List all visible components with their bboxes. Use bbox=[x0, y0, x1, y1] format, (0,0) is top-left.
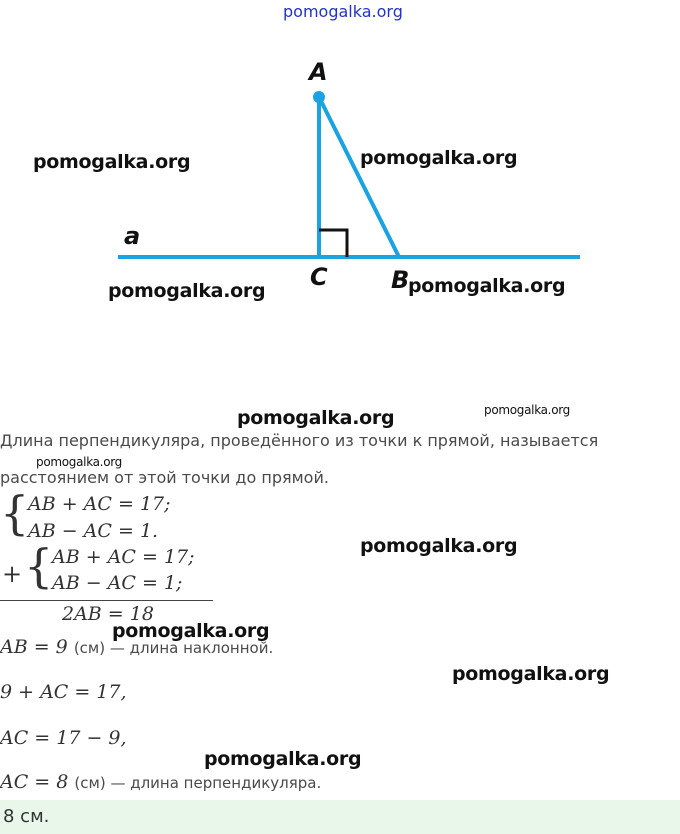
ab-result: AB = 9 (см) — длина наклонной. bbox=[0, 636, 274, 658]
system2-eq2: AB − AC = 1; bbox=[52, 572, 183, 594]
plus-sign: + bbox=[2, 560, 23, 588]
watermark: pomogalka.org bbox=[33, 151, 191, 173]
label-point-B: B bbox=[391, 266, 410, 294]
watermark: pomogalka.org bbox=[408, 275, 566, 297]
watermark: pomogalka.org bbox=[108, 280, 266, 302]
sum-result: 2AB = 18 bbox=[62, 603, 154, 625]
definition-line-2: расстоянием от этой точки до прямой. bbox=[0, 468, 329, 487]
step-1: 9 + AC = 17, bbox=[0, 681, 127, 703]
watermark: pomogalka.org bbox=[204, 748, 362, 770]
ac-result: AC = 8 (см) — длина перпендикуляра. bbox=[0, 771, 322, 793]
watermark: pomogalka.org bbox=[237, 407, 395, 429]
ab-note: (см) — длина наклонной. bbox=[73, 639, 274, 657]
right-angle-mark bbox=[319, 230, 347, 257]
label-point-A: A bbox=[309, 58, 328, 86]
system-brace-2: { bbox=[24, 539, 54, 593]
step-2: AC = 17 − 9, bbox=[0, 727, 127, 749]
watermark: pomogalka.org bbox=[484, 403, 570, 417]
watermark: pomogalka.org bbox=[360, 147, 518, 169]
sum-rule-line bbox=[0, 600, 213, 601]
watermark: pomogalka.org bbox=[36, 455, 122, 469]
system1-eq2: AB − AC = 1. bbox=[28, 520, 159, 542]
answer-bar bbox=[0, 800, 680, 834]
answer-text: 8 см. bbox=[3, 806, 50, 827]
watermark: pomogalka.org bbox=[452, 663, 610, 685]
watermark: pomogalka.org bbox=[360, 535, 518, 557]
system-brace-1: { bbox=[0, 486, 30, 540]
label-line-a: a bbox=[124, 222, 141, 250]
system1-eq1: AB + AC = 17; bbox=[28, 493, 171, 515]
ac-note: (см) — длина перпендикуляра. bbox=[74, 774, 322, 792]
label-point-C: C bbox=[310, 263, 328, 291]
point-A bbox=[313, 91, 325, 103]
watermark: pomogalka.org bbox=[112, 620, 270, 642]
oblique-AB bbox=[319, 97, 399, 257]
system2-eq1: AB + AC = 17; bbox=[52, 546, 195, 568]
definition-line-1: Длина перпендикуляра, проведённого из точки к прямой, называется bbox=[0, 431, 599, 450]
watermark-top: pomogalka.org bbox=[283, 2, 403, 21]
